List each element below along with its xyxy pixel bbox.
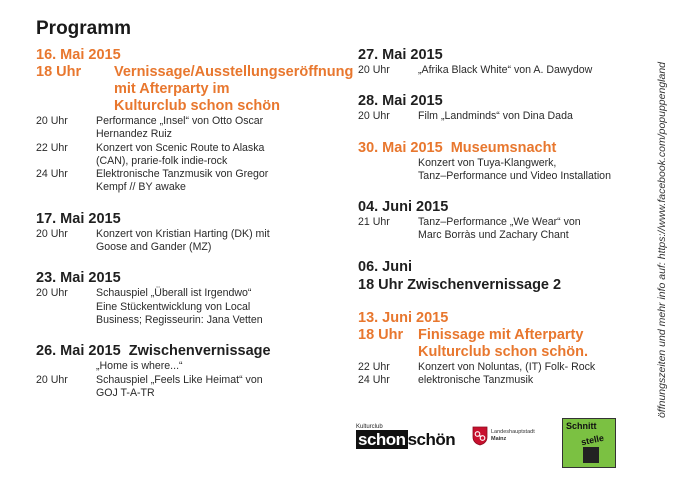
event-block-16-mai (36, 46, 354, 195)
left-column (36, 46, 354, 415)
event-line: Schauspiel „Feels Like Heimat“ von (96, 373, 263, 386)
event-date-suffix: Museumsnacht (450, 139, 557, 156)
highlight-row (36, 64, 354, 115)
event-time: 21 Uhr (358, 216, 390, 229)
event-row (36, 287, 336, 327)
event-row (36, 115, 336, 142)
event-date-suffix: Zwischenvernissage (128, 343, 271, 360)
mainz-logo-text (491, 429, 535, 443)
event-date-text: 26. Mai 2015 (36, 343, 121, 360)
event-line: Konzert von Kristian Harting (DK) mit (96, 227, 270, 240)
event-block-26-mai (36, 342, 336, 400)
event-text (96, 168, 336, 195)
event-time: 20 Uhr (36, 227, 68, 240)
event-line: Tanz–Performance und Video Installation (418, 169, 611, 182)
schnitt-block (583, 447, 599, 463)
event-line: Konzert von Tuya-Klangwerk, (418, 156, 557, 169)
event-text (418, 216, 648, 243)
event-date-text: 30. Mai 2015 (358, 139, 443, 156)
event-row (358, 361, 648, 374)
event-block-06-juni (358, 258, 648, 294)
event-row (36, 168, 336, 195)
event-time: 20 Uhr (36, 115, 68, 127)
event-time: 20 Uhr (358, 110, 390, 123)
highlight-time: 18 Uhr (358, 326, 404, 343)
event-text (96, 115, 336, 142)
highlight-line: Kulturclub schon schön. (418, 343, 588, 360)
event-block-17-mai (36, 210, 336, 255)
event-line: Elektronische Tanzmusik von Gregor (96, 168, 269, 181)
highlight-row (358, 327, 648, 361)
event-line: Konzert von Scenic Route to Alaska (96, 141, 265, 154)
event-line: Hernandez Ruiz (96, 128, 172, 141)
event-line: Kempf // BY awake (96, 181, 186, 194)
event-date (36, 342, 336, 360)
event-row (358, 110, 648, 123)
event-line: Business; Regisseurin: Jana Vetten (96, 313, 263, 326)
page-title: Programm (36, 18, 132, 39)
logo-wordmark (356, 431, 455, 449)
event-line: Eine Stückentwicklung von Local (96, 300, 251, 313)
highlight-line: Kulturclub schon schön (114, 98, 280, 114)
stelle-text: stelle (580, 432, 605, 448)
event-line: Performance „Insel“ von Otto Oscar (96, 115, 264, 127)
event-block-28-mai (358, 92, 648, 123)
event-date: 04. Juni 2015 (358, 199, 449, 216)
event-date: 27. Mai 2015 (358, 47, 443, 63)
event-date: 16. Mai 2015 (36, 47, 121, 63)
logo-word-schon: schon (358, 430, 406, 449)
highlight-time: 18 Uhr (36, 64, 82, 80)
event-row (36, 228, 336, 255)
event-row (358, 64, 648, 77)
highlight-text (418, 327, 648, 361)
event-time: 20 Uhr (36, 287, 68, 300)
event-time: 22 Uhr (36, 141, 68, 154)
event-line: Marc Borràs und Zachary Chant (418, 229, 569, 242)
event-block-27-mai (358, 46, 648, 77)
event-line: Tanz–Performance „We Wear“ von (418, 216, 581, 229)
event-date: 13. Juni 2015 (358, 309, 449, 326)
side-info-text: öffnungszeiten und mehr info auf: https://www.facebook.com/popuppengland (656, 61, 668, 419)
event-line: Goose and Gander (MZ) (96, 241, 212, 254)
event-bold-line: 18 Uhr Zwischenvernissage 2 (358, 276, 562, 293)
event-row (36, 142, 336, 169)
event-text: elektronische Tanzmusik (418, 374, 534, 387)
event-block-13-juni (358, 309, 648, 388)
event-block-23-mai (36, 269, 336, 327)
event-text: „Afrika Black White“ von A. Dawydow (418, 64, 593, 76)
right-column (358, 46, 648, 402)
event-time: 22 Uhr (358, 360, 390, 373)
logo-word-schoen: schön (407, 430, 456, 449)
event-time: 20 Uhr (358, 64, 390, 76)
event-subline: „Home is where...“ (96, 360, 183, 373)
event-text: Konzert von Noluntas, (IT) Folk- Rock (418, 360, 596, 373)
schnitt-text: Schnitt (566, 421, 597, 431)
mainz-city-logo (472, 426, 535, 446)
event-line: (CAN), prarie-folk indie-rock (96, 154, 228, 167)
highlight-line: Finissage mit Afterparty (418, 326, 584, 343)
event-row (358, 216, 648, 243)
highlight-line: mit Afterparty im (114, 81, 230, 97)
event-block-30-mai (358, 139, 648, 184)
schnittstelle-logo (562, 418, 616, 468)
event-line: Schauspiel „Überall ist Irgendwo“ (96, 287, 252, 300)
logo-small-text: Kulturclub (356, 424, 383, 430)
event-date: 17. Mai 2015 (36, 210, 121, 227)
event-date (358, 139, 648, 157)
event-block-04-juni (358, 198, 648, 243)
event-line: GOJ T-A-TR (96, 386, 155, 399)
event-date: 23. Mai 2015 (36, 270, 121, 287)
event-text (96, 287, 336, 327)
highlight-text (114, 64, 353, 115)
highlight-line: Vernissage/Ausstellungseröffnung (114, 64, 354, 80)
event-text: Film „Landminds“ von Dina Dada (418, 110, 573, 123)
event-time: 20 Uhr (36, 373, 68, 386)
event-time: 24 Uhr (358, 374, 390, 387)
event-text (96, 374, 336, 401)
mainz-line-1: Landeshauptstadt (491, 429, 535, 435)
event-row (358, 374, 648, 387)
event-time: 24 Uhr (36, 168, 68, 181)
event-text (96, 228, 336, 255)
event-date: 06. Juni (358, 258, 412, 275)
event-text (96, 142, 336, 169)
event-row (36, 374, 336, 401)
mainz-shield-icon (472, 426, 488, 446)
mainz-line-2: Mainz (491, 436, 507, 442)
sponsor-logos (356, 418, 636, 473)
kulturclub-schon-schoen-logo (356, 424, 455, 449)
event-date: 28. Mai 2015 (358, 93, 443, 110)
